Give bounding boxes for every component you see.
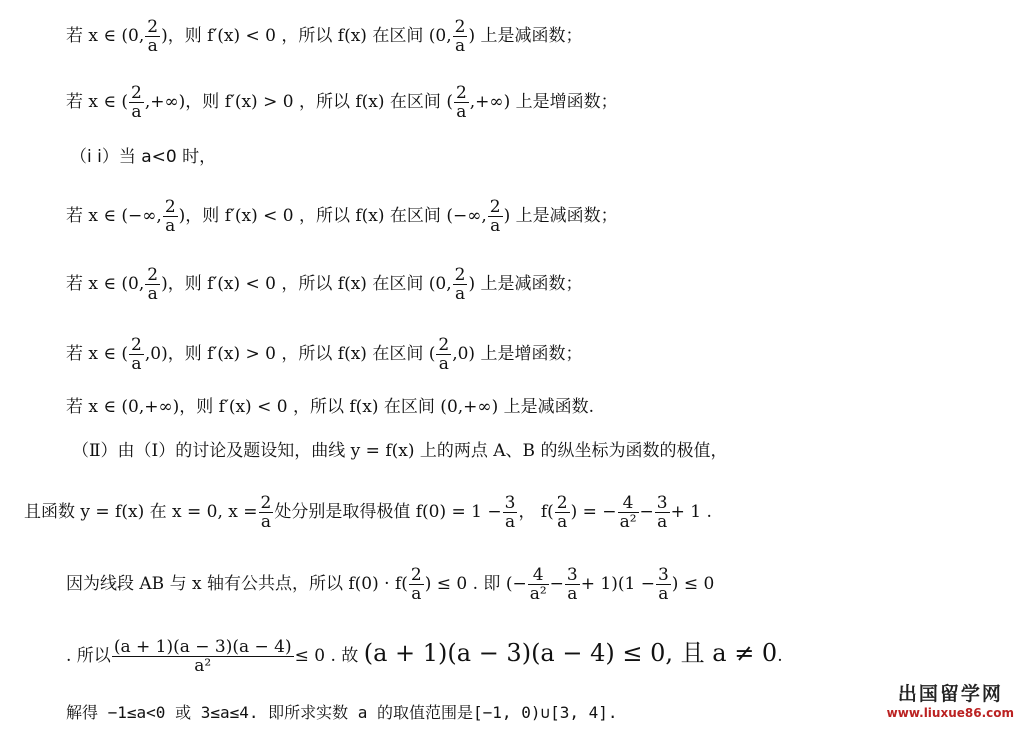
line-4-post2: ) 上是减函数； [503,206,618,226]
watermark-logo [887,679,1014,720]
fraction: $\frac{2}{a}$ [410,565,422,604]
line-1-post2: ) 上是减函数； [468,26,583,46]
fraction: $\frac{3}{a}$ [657,565,669,604]
fraction: $\frac{2}{a}$ [131,335,142,374]
line-2-pre: 若 x ∈ ( [66,92,129,112]
fraction: $\frac{2}{a}$ [147,17,159,56]
fraction: $\frac{2}{a}$ [556,493,568,532]
fraction: $\frac{(a + 1)(a - 3)(a - 4)}{\text{a²}}$ [113,637,292,676]
line-4-post: )，则 f′(x) < 0 ，所以 f(x) 在区间 (−∞, [178,206,487,226]
fraction: $\frac{3}{a}$ [504,493,516,532]
watermark-title: 出国留学网 [897,683,1003,705]
fraction: $\frac{2}{a}$ [164,197,176,236]
line-11 [66,638,783,675]
fraction: $\frac{2}{a}$ [147,265,159,304]
line-11-b: ≤ 0 . 故 [294,646,359,666]
line-9-d: ) = − [570,502,617,522]
line-2 [66,84,618,121]
line-9-b: 处分别是取得极值 f(0) = 1 − [274,502,502,522]
line-1 [66,18,582,55]
line-6-post: ,0)，则 f′(x) > 0 ，所以 f(x) 在区间 ( [144,344,436,364]
line-6-post2: ,0) 上是增函数； [452,344,583,364]
fraction: $\frac{3}{a}$ [656,493,668,532]
line-2-post: ,+∞)，则 f′(x) > 0 ，所以 f(x) 在区间 ( [144,92,453,112]
fraction: $\frac{4}{\text{a²}}$ [529,565,547,604]
line-10-e: ) ≤ 0 [671,574,715,594]
line-11-d: . [777,646,783,666]
line-5 [66,266,582,303]
fraction: $\frac{2}{a}$ [454,17,466,56]
line-11-inequality: (a + 1)(a − 3)(a − 4) ≤ 0, 且 a ≠ 0 [363,639,778,667]
line-10-c: − [549,574,564,594]
line-10-d: + 1)(1 − [580,574,655,594]
line-12: 解得 −1≤a<0 或 3≤a≤4. 即所求实数 a 的取值范围是[−1, 0)∪[3, 4]. [66,703,618,722]
line-1-post: )，则 f′(x) < 0 ，所以 f(x) 在区间 (0, [161,26,452,46]
line-5-post: )，则 f′(x) < 0 ，所以 f(x) 在区间 (0, [161,274,452,294]
line-9-e: − [639,502,654,522]
line-6-pre: 若 x ∈ ( [66,344,129,364]
line-5-pre: 若 x ∈ (0, [66,274,145,294]
line-10 [66,566,714,603]
line-10-a: 因为线段 AB 与 x 轴有公共点，所以 f(0) · f( [66,574,408,594]
watermark-url: www.liuxue86.com [886,706,1014,720]
line-5-post2: ) 上是减函数； [468,274,583,294]
fraction: $\frac{4}{\text{a²}}$ [619,493,637,532]
fraction: $\frac{2}{a}$ [455,83,467,122]
line-2-post2: ,+∞) 上是增函数； [469,92,618,112]
line-7: 若 x ∈ (0,+∞)，则 f′(x) < 0 ，所以 f(x) 在区间 (0,+∞) 上是减函数. [66,397,595,417]
line-10-b: ) ≤ 0 . 即 (− [424,574,527,594]
line-9-c: ， f( [518,502,554,522]
line-4-pre: 若 x ∈ (−∞, [66,206,162,226]
line-3: （ⅰ ⅰ）当 a<0 时， [70,147,217,167]
fraction: $\frac{2}{a}$ [131,83,142,122]
line-8: （Ⅱ）由（Ⅰ）的讨论及题设知，曲线 y = f(x) 上的两点 A、B 的纵坐标为函数的极值， [72,441,728,461]
line-9 [24,494,712,531]
line-9-a: 且函数 y = f(x) 在 x = 0, x = [24,502,258,522]
line-1-pre: 若 x ∈ (0, [66,26,145,46]
fraction: $\frac{2}{a}$ [454,265,466,304]
fraction: $\frac{2}{a}$ [260,493,272,532]
line-11-a: . 所以 [66,646,111,666]
line-9-g: + 1 . [670,502,712,522]
fraction: $\frac{2}{a}$ [438,335,450,374]
line-4 [66,198,618,235]
fraction: $\frac{2}{a}$ [489,197,501,236]
fraction: $\frac{3}{a}$ [566,565,578,604]
line-6 [66,336,582,373]
